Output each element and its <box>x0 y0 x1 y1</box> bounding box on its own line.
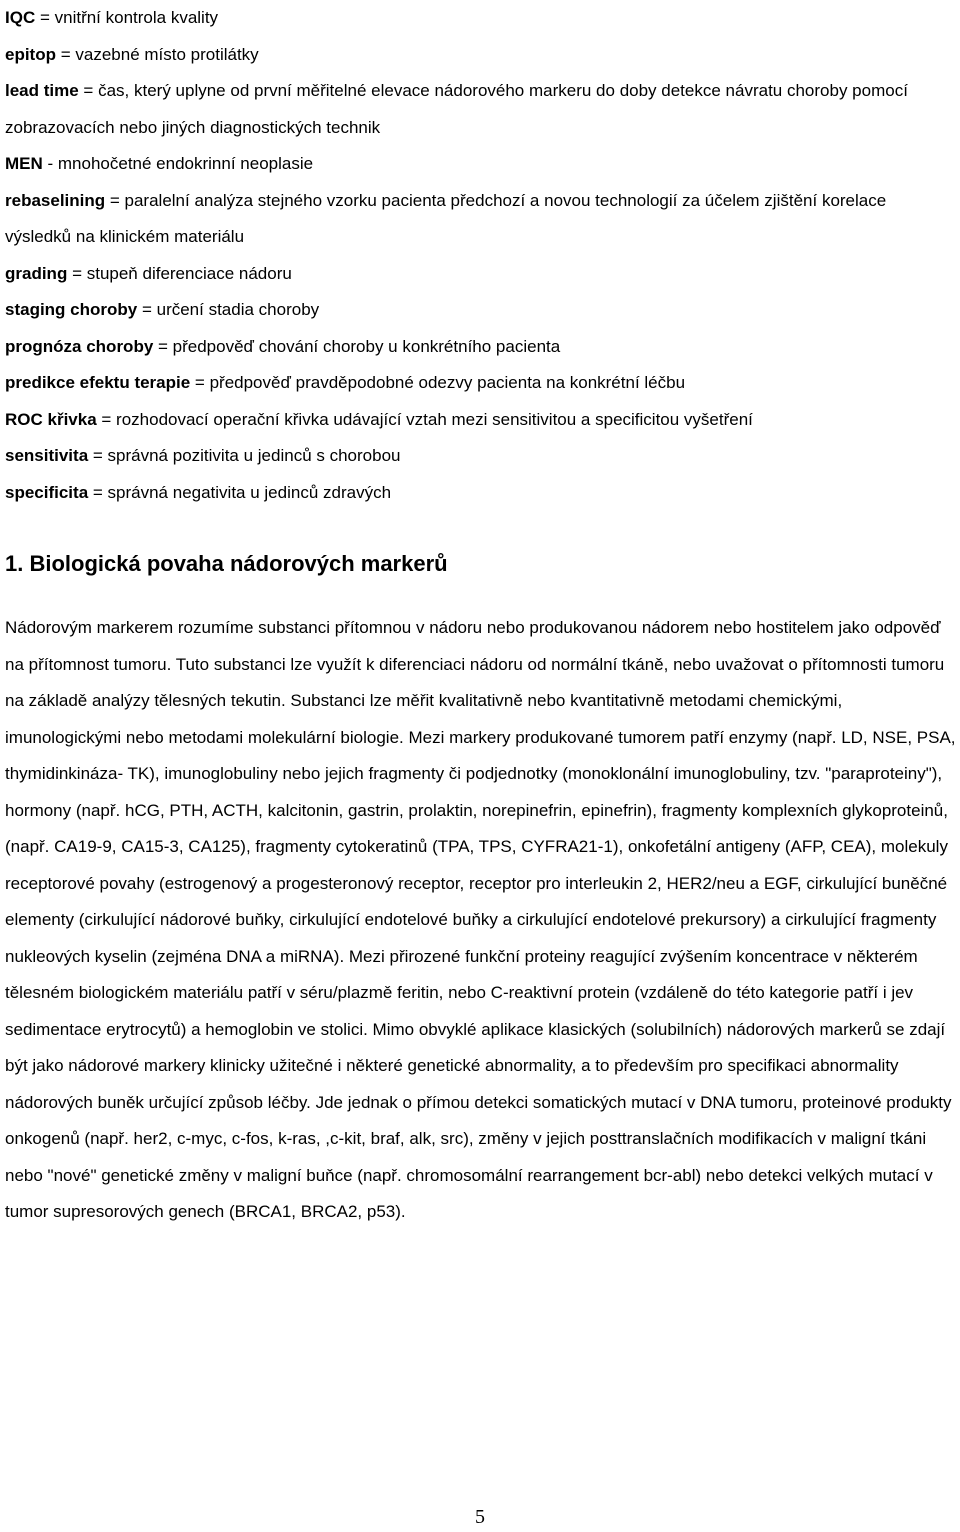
glossary-entry <box>5 0 955 37</box>
glossary-definition: stupeň diferenciace nádoru <box>86 263 292 283</box>
glossary-separator: = <box>67 263 87 283</box>
glossary-term: epitop <box>5 44 56 64</box>
glossary-definition: vnitřní kontrola kvality <box>54 8 219 27</box>
glossary-definition: rozhodovací operační křivka udávající vztah mezi sensitivitou a specificitou vyšetření <box>116 409 753 429</box>
glossary-entry <box>5 292 955 329</box>
glossary-separator: - <box>42 154 58 173</box>
glossary-separator: = <box>96 409 117 429</box>
glossary-term: staging choroby <box>5 300 138 319</box>
glossary-term: sensitivita <box>5 446 89 465</box>
glossary-term: lead time <box>5 81 79 100</box>
glossary-definition: mnohočetné endokrinní neoplasie <box>57 154 314 173</box>
glossary-term: ROC křivka <box>5 409 97 429</box>
glossary-entry <box>5 146 955 183</box>
glossary-separator: = <box>153 336 173 356</box>
glossary-entry <box>5 365 955 402</box>
section-paragraph: Nádorovým markerem rozumíme substanci přítomnou v nádoru nebo produkovanou nádorem nebo hostitelem jako odpověď na přítomnost tumoru. Tuto substanci lze využít k diferenciaci nádoru od normální tkáně, nebo uvažovat o přítomnosti tumoru na základě analýzy tělesných tekutin. Substanci lze měřit kvalitativně nebo kvantitativně metodami chemickými, imunologickými nebo metodami molekulární biologie. Mezi markery produkované tumorem patří enzymy (např. LD, NSE, PSA, thymidinkináza- TK), imunoglobuliny nebo jejich fragmenty či podjednotky (monoklonální imunoglobuliny, tzv. "paraproteiny"), hormony (např. hCG, PTH, ACTH, kalcitonin, gastrin, prolaktin, norepinefrin, epinefrin), fragmenty komplexních glykoproteinů, (např. CA19-9, CA15-3, CA125), fragmenty cytokeratinů (TPA, TPS, CYFRA21-1), onkofetální antigeny (AFP, CEA), molekuly receptorové povahy (estrogenový a progesteronový receptor, receptor pro interleukin 2, HER2/neu a EGF, cirkulující buněčné elementy (cirkulující nádorové buňky, cirkulující endotelové buňky a cirkulující endotelové prekursory) a cirkulující fragmenty nukleových kyselin (zejména DNA a miRNA). Mezi přirozené funkční proteiny reagující zvýšením koncentrace v některém tělesném biologickém materiálu patří v séru/plazmě feritin, nebo C-reaktivní protein (vzdáleně do této kategorie patří i jev sedimentace erytrocytů) a hemoglobin ve stolici. Mimo obvyklé aplikace klasických (solubilních) nádorových markerů se zdají být jako nádorové markery klinicky užitečné i některé genetické abnormality, a to především pro specifikaci abnormality nádorových buněk určující způsob léčby. Jde jednak o přímou detekci somatických mutací v DNA tumoru, proteinové produkty onkogenů (např. her2, c-myc, c-fos, k-ras, ,c-kit, braf, alk, src), změny v jejich posttranslačních modifikacích v maligní tkáni nebo "nové" genetické změny v maligní buňce (např. chromosomální rearrangement bcr-abl) nebo detekci velkých mutací v tumor supresorových genech (BRCA1, BRCA2, p53). <box>5 618 956 1221</box>
glossary-term: predikce efektu terapie <box>5 373 191 392</box>
glossary-term: IQC <box>5 8 36 27</box>
glossary-term: specificita <box>5 482 89 502</box>
glossary-separator: = <box>88 446 108 465</box>
glossary-entry <box>5 329 955 366</box>
glossary-entry <box>5 183 955 256</box>
glossary-term: MEN <box>5 154 43 173</box>
glossary-separator: = <box>137 300 157 319</box>
glossary-definition: paralelní analýza stejného vzorku pacienta předchozí a novou technologií za účelem zjištění korelace výsledků na klinickém materiálu <box>5 190 887 246</box>
section-heading: 1. Biologická povaha nádorových markerů <box>5 551 448 576</box>
glossary-entry <box>5 256 955 293</box>
glossary-entry <box>5 73 955 146</box>
glossary-definition: určení stadia choroby <box>156 300 320 319</box>
glossary-entry <box>5 475 955 512</box>
glossary-term: rebaselining <box>5 190 106 210</box>
glossary-separator: = <box>190 373 210 392</box>
glossary-definition: správná negativita u jedinců zdravých <box>107 482 392 502</box>
glossary-separator: = <box>35 8 55 27</box>
glossary-separator: = <box>105 190 125 210</box>
glossary-entry <box>5 37 955 74</box>
glossary-definition: vazebné místo protilátky <box>75 44 259 64</box>
glossary-definition: předpověď chování choroby u konkrétního pacienta <box>172 336 561 356</box>
glossary-separator: = <box>56 44 76 64</box>
glossary-definition: předpověď pravděpodobné odezvy pacienta na konkrétní léčbu <box>209 373 686 392</box>
glossary-list <box>5 0 955 511</box>
page-number: 5 <box>475 1506 485 1528</box>
glossary-separator: = <box>78 81 99 100</box>
glossary-term: grading <box>5 263 68 283</box>
glossary-entry <box>5 402 955 439</box>
glossary-separator: = <box>88 482 108 502</box>
glossary-definition: správná pozitivita u jedinců s chorobou <box>107 446 401 465</box>
glossary-term: prognóza choroby <box>5 336 154 356</box>
glossary-definition: čas, který uplyne od první měřitelné elevace nádorového markeru do doby detekce návratu choroby pomocí zobrazovacích nebo jiných diagnostických technik <box>5 81 908 137</box>
glossary-entry <box>5 438 955 475</box>
